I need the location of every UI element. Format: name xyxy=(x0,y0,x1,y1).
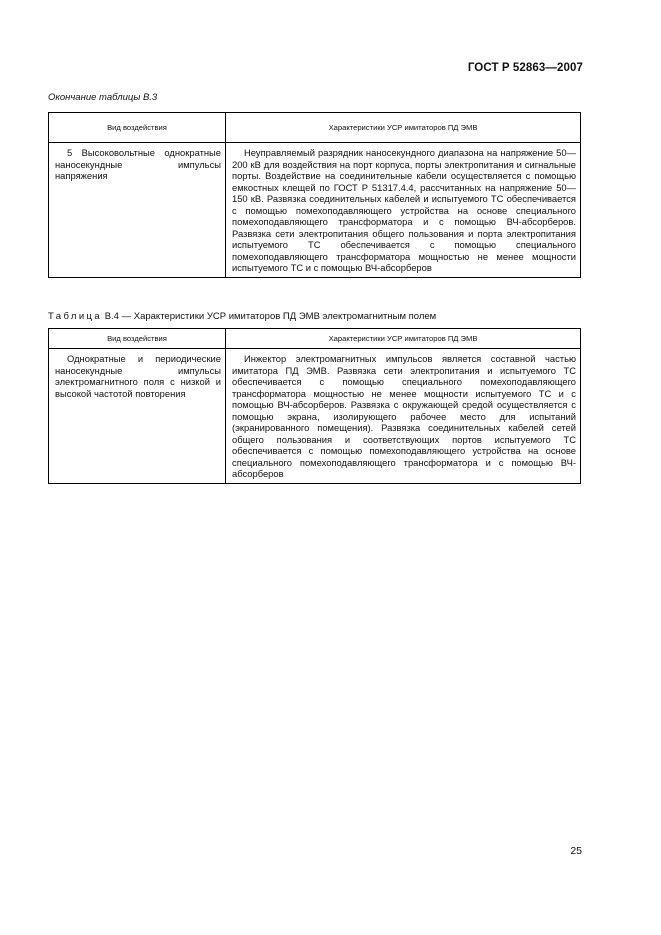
table-b4-caption xyxy=(48,311,436,322)
column-header-impact: Вид воздействия xyxy=(49,329,226,349)
table-b4-caption-text: В.4 — Характеристики УСР имитаторов ПД ЭМВ электромагнитным полем xyxy=(102,311,437,322)
cell-characteristics: Инжектор электромагнитных импульсов является составной частью имитатора ПД ЭМВ. Развязка сети электропитания и испытуемого ТС обеспечивается с помощью специального помехоподавляющего трансформатора мощностью не менее мощности испытуемого ТС и с помощью ВЧ-абсорберов. Развязка с окружающей средой осуществляется с помощью экрана, изолирующего рабочее место для испытаний (экранированного помещения). Развязка соединительных кабелей сетей общего пользования и соответствующих портов испытуемого ТС обеспечивается с помощью помехоподавляющего устройства на основе специального помехоподавляющего трансформатора и с помощью ВЧ-абсорберов xyxy=(226,349,581,484)
table-b4 xyxy=(48,328,581,484)
cell-impact: Однократные и периодические наносекундные импульсы электромагнитного поля с низкой и высокой частотой повторения xyxy=(49,349,226,484)
table-row xyxy=(49,143,581,278)
page-number: 25 xyxy=(570,845,582,857)
column-header-characteristics: Характеристики УСР имитаторов ПД ЭМВ xyxy=(226,113,581,143)
standard-code: ГОСТ Р 52863—2007 xyxy=(467,62,583,74)
cell-impact: 5 Высоковольтные однократные наносекундные импульсы напряжения xyxy=(49,143,226,278)
table-header-row xyxy=(49,329,581,349)
table-b3-caption: Окончание таблицы В.3 xyxy=(48,92,158,103)
table-b3 xyxy=(48,112,581,278)
column-header-impact: Вид воздействия xyxy=(49,113,226,143)
column-header-characteristics: Характеристики УСР имитаторов ПД ЭМВ xyxy=(226,329,581,349)
table-b4-caption-prefix: Таблица xyxy=(48,311,103,322)
table-row xyxy=(49,349,581,484)
cell-characteristics: Неуправляемый разрядник наносекундного диапазона на напряжение 50—200 кВ для воздействия на порт корпуса, порты электропитания и сигнальные порты. Воздействие на соединительные кабели осуществляется с помощью емкостных клещей по ГОСТ Р 51317.4.4, рассчитанных на напряжение 50—150 кВ. Развязка соединительных кабелей и испытуемого ТС обеспечивается с помощью помехоподавляющего устройства на основе специального помехоподавляющего трансформатора и с помощью ВЧ-абсорберов. Развязка сети электропитания общего пользования и порта электропитания испытуемого ТС обеспечивается с помощью специального помехоподавляющего трансформатора мощностью не менее мощности испытуемого ТС и с помощью ВЧ-абсорберов xyxy=(226,143,581,278)
table-header-row xyxy=(49,113,581,143)
